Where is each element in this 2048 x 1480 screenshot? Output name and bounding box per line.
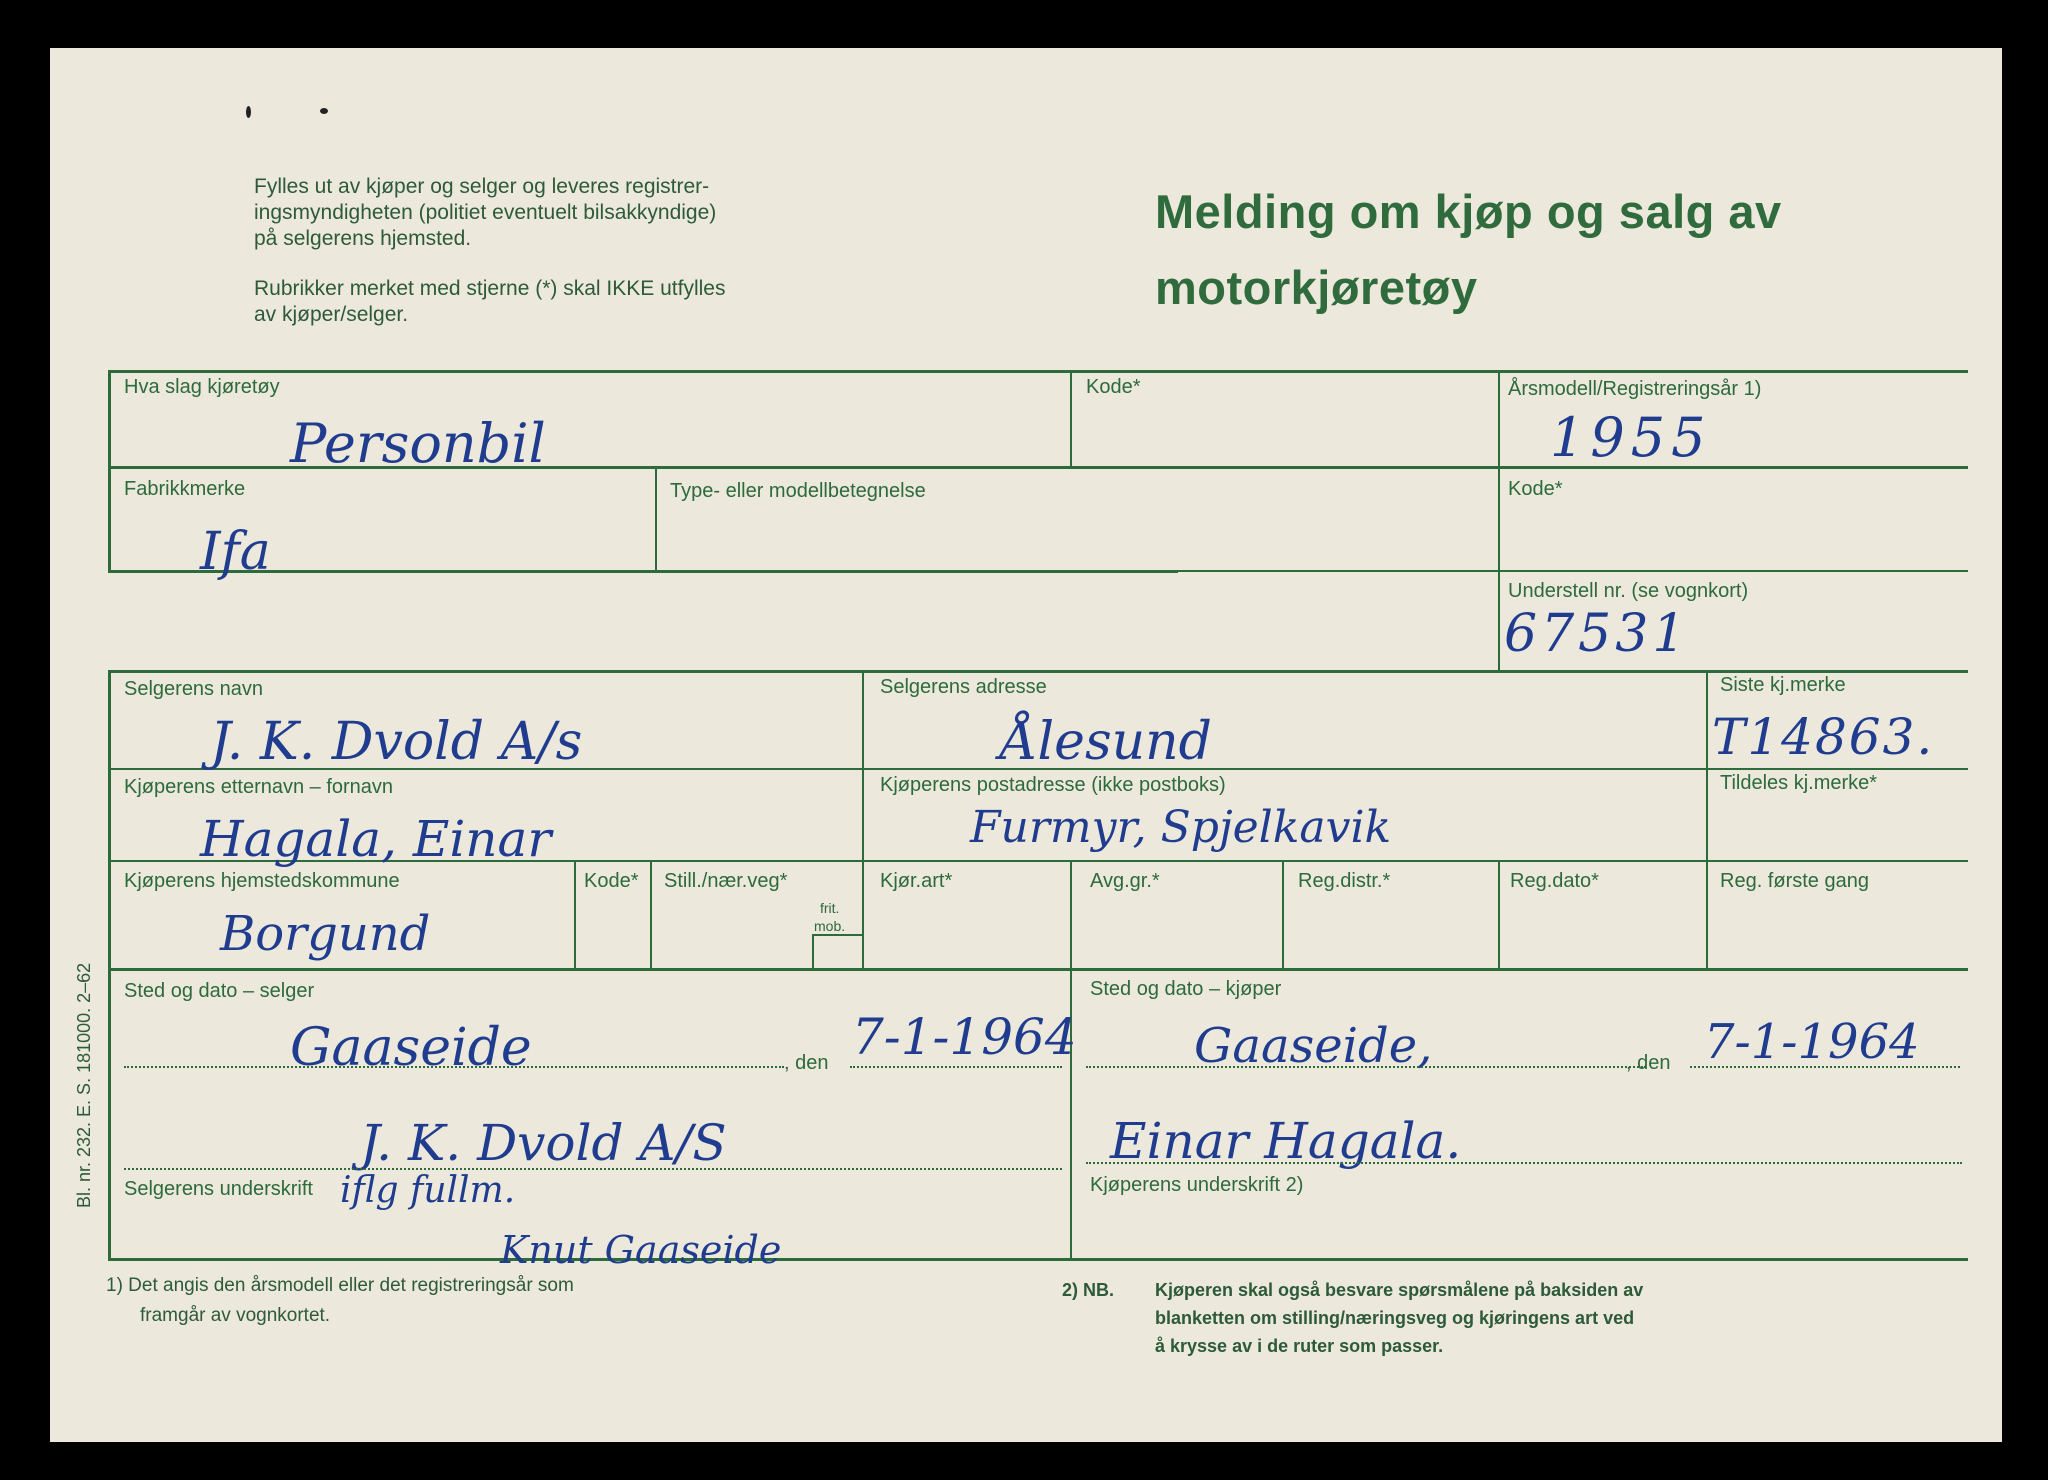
footnote-2-prefix: 2) NB. (1062, 1280, 1115, 1300)
municipality-value: Borgund (220, 906, 431, 962)
footnote-2-line1: Kjøperen skal også besvare spørsmålene på baksiden av (1155, 1280, 1644, 1300)
kjorart-label: Kjør.art* (880, 870, 953, 892)
seller-address-label: Selgerens adresse (880, 676, 1047, 698)
seller-signature-label: Selgerens underskrift (124, 1178, 313, 1200)
seller-date-value: 7-1-1964 (852, 1008, 1077, 1066)
last-plate-value: T14863. (1712, 708, 1935, 766)
seller-address-value: Ålesund (1000, 712, 1212, 772)
year-value: 1955 (1550, 406, 1712, 469)
make-value: Ifa (200, 522, 271, 582)
footnote-1-line2: framgår av vognkortet. (140, 1305, 331, 1326)
chassis-label: Understell nr. (se vognkort) (1508, 580, 1749, 602)
code-label: Kode* (1086, 376, 1141, 398)
buyer-date-value: 7-1-1964 (1704, 1014, 1920, 1070)
footnote-2-line2: blanketten om stilling/næringsveg og kjøringens art ved (1155, 1308, 1635, 1328)
seller-place-value: Gaaseide (290, 1018, 532, 1078)
footnote-2-line3: å krysse av i de ruter som passer. (1155, 1336, 1444, 1356)
new-plate-label: Tildeles kj.merke* (1720, 772, 1878, 794)
chassis-value: 67531 (1504, 604, 1690, 664)
form-title: motorkjøretøy (1155, 261, 1478, 314)
ink-speck (246, 106, 251, 118)
frit-label: frit. (820, 900, 840, 916)
buyer-name-value: Hagala, Einar (200, 810, 552, 868)
buyer-signature-label: Kjøperens underskrift 2) (1090, 1174, 1304, 1196)
seller-place-label: Sted og dato – selger (124, 980, 315, 1002)
seller-name-value: J. K. Dvold A/s (210, 712, 583, 772)
vehicle-type-value: Personbil (290, 412, 546, 475)
seller-den-label: , den (784, 1052, 829, 1074)
municipality-label: Kjøperens hjemstedskommune (124, 870, 400, 892)
kode-label: Kode* (584, 870, 639, 892)
ink-speck (320, 108, 328, 114)
first-reg-label: Reg. første gang (1720, 870, 1869, 892)
code2-label: Kode* (1508, 478, 1563, 500)
seller-signature-name: Knut Gaaseide (500, 1228, 782, 1272)
footnote-1-line1: 1) Det angis den årsmodell eller det registreringsår som (106, 1275, 574, 1296)
intro-line: ingsmyndigheten (politiet eventuelt bilsakkyndige) (254, 201, 717, 224)
seller-signature-extra: iflg fullm. (340, 1170, 516, 1211)
make-label: Fabrikkmerke (124, 478, 246, 500)
buyer-signature: Einar Hagala. (1110, 1112, 1462, 1170)
regdato-label: Reg.dato* (1510, 870, 1599, 892)
mob-label: mob. (814, 918, 846, 934)
form-number-print: Bl. nr. 232. E. S. 181000. 2–62 (74, 962, 94, 1208)
buyer-place-value: Gaaseide, (1194, 1018, 1433, 1074)
intro-line: på selgerens hjemsted. (254, 227, 472, 250)
last-plate-label: Siste kj.merke (1720, 674, 1846, 696)
avggr-label: Avg.gr.* (1090, 870, 1160, 892)
occupation-label: Still./nær.veg* (664, 870, 788, 892)
form-page (50, 48, 2002, 1442)
seller-signature: J. K. Dvold A/S (360, 1114, 727, 1172)
year-label: Årsmodell/Registreringsår 1) (1508, 378, 1762, 400)
buyer-place-label: Sted og dato – kjøper (1090, 978, 1282, 1000)
seller-name-label: Selgerens navn (124, 678, 263, 700)
buyer-address-value: Furmyr, Spjelkavik (970, 802, 1392, 853)
buyer-name-label: Kjøperens etternavn – fornavn (124, 776, 394, 798)
intro-line: Fylles ut av kjøper og selger og leveres registrer- (254, 175, 710, 198)
buyer-den-label: , den (1626, 1052, 1671, 1074)
model-label: Type- eller modellbetegnelse (670, 480, 926, 502)
form-title: Melding om kjøp og salg av (1155, 185, 1782, 238)
buyer-address-label: Kjøperens postadresse (ikke postboks) (880, 774, 1226, 796)
intro-line: av kjøper/selger. (254, 303, 409, 326)
vehicle-type-label: Hva slag kjøretøy (124, 376, 280, 398)
intro-line: Rubrikker merket med stjerne (*) skal IKKE utfylles (254, 277, 726, 300)
regdistr-label: Reg.distr.* (1298, 870, 1391, 892)
